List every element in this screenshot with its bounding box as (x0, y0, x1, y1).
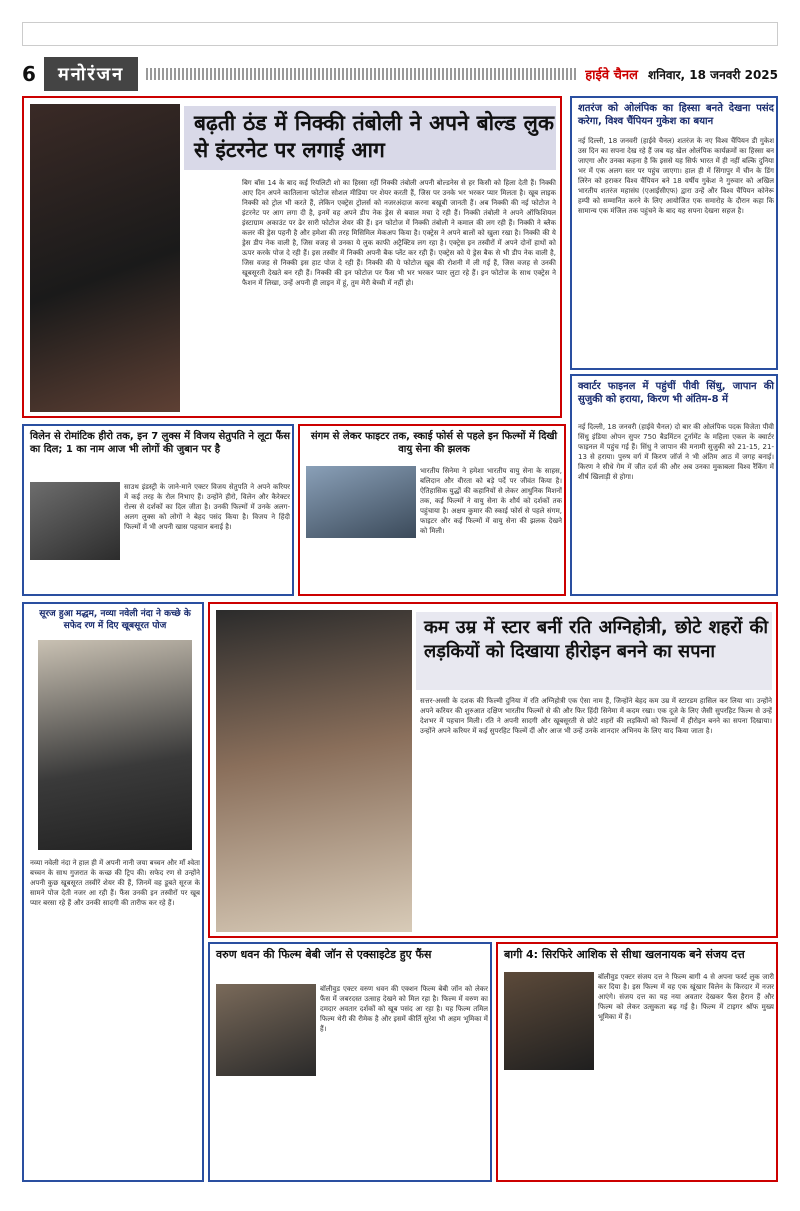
rati-headline: कम उम्र में स्टार बनीं रति अग्निहोत्री, छोटे शहरों की लड़कियों को दिखाया हीरोइन बनने का सपना (424, 617, 768, 662)
sangam-article (298, 424, 566, 596)
sangam-body: भारतीय सिनेमा ने हमेशा भारतीय वायु सेना के साहस, बलिदान और वीरता को बड़े पर्दे पर जीवंत किया है। ऐतिहासिक युद्धों की कहानियों से लेकर आधुनिक मिशनों तक, कई फिल्मों ने वायु सेना के शौर्य को दर्शकों तक पहुंचाया है। अक्षय कुमार की स्काई फोर्स से पहले संगम, फाइटर और कई फिल्मों में वायु सेना की झलक देखने को मिली। (420, 467, 562, 535)
vijay-headline: विलेन से रोमांटिक हीरो तक, इन 7 लुक्स में विजय सेतुपति ने लूटा फैंस का दिल; 1 का नाम आज भी लोगों की जुबान पर है (30, 431, 290, 455)
sidebar-chess-article (570, 96, 778, 370)
baaghi-headline: बागी 4: सिरफिरे आशिक से सीधा खलनायक बने संजय दत्त (504, 948, 745, 961)
issue-date: शनिवार, 18 जनवरी 2025 (647, 67, 778, 82)
suraj-headline: सूरज हुआ मद्धम, नव्या नवेली नंदा ने कच्छे के सफेद रण में दिए खूबसूरत पोज (39, 609, 191, 631)
lead-photo (30, 104, 180, 412)
chess-body: नई दिल्ली, 18 जनवरी (हाईवे चैनल) शतरंज के नए विश्व चैंपियन डी गुकेश उस दिन का सपना देख रहे हैं जब यह खेल ओलंपिक कार्यक्रमों का हिस्सा बन जाएगा और उनका कहना है कि इससे यह सिर्फ भारत में ही नहीं बल्कि दुनिया भर में एक अलग स्तर पर पहुंच जाएगा। हाल ही में सिंगापुर में चीन के डिंग लिरेन को हराकर विश्व चैंपियन बने 18 वर्षीय गुकेश ने गुरुवार को अखिल भारतीय शतरंज महासंघ (एआईसीएफ) द्वारा उन्हें और विश्व चैंपियन कोनेरू हम्पी को सम्मानित करने के लिए आयोजित एक समारोह के दौरान कहा कि सामान्य एक मंजिल तक पहुंचने के बाद यह सपना देखना सहज है। (578, 137, 774, 215)
sangam-headline: संगम से लेकर फाइटर तक, स्काई फोर्स से पहले इन फिल्मों में दिखी वायु सेना की झलक (310, 431, 558, 455)
suraj-photo (38, 640, 192, 850)
baaghi-article (496, 942, 778, 1182)
page-number: 6 (22, 62, 36, 86)
vijay-article (22, 424, 294, 596)
suraj-body: नव्या नवेली नंदा ने हाल ही में अपनी नानी जया बच्चन और माँ श्वेता बच्चन के साथ गुजरात के कच्छ की ट्रिप की। सफेद रण से उन्होंने अपनी कुछ खूबसूरत तस्वीरें शेयर की हैं, जिनमें वह डूबते सूरज के सामने पोज देती नजर आ रही हैं। फैंस उनकी इन तस्वीरों पर खूब प्यार बरसा रहे हैं और उनकी सादगी की तारीफ कर रहे हैं। (30, 859, 200, 907)
sidebar-badminton-article (570, 374, 778, 596)
baaghi-photo (504, 972, 594, 1070)
page-header (22, 56, 778, 92)
lead-article (22, 96, 562, 418)
section-title: मनोरंजन (44, 57, 138, 91)
header-rule (146, 68, 577, 80)
baaghi-body: बॉलीवुड एक्टर संजय दत्त ने फिल्म बागी 4 से अपना फर्स्ट लुक जारी कर दिया है। इस फिल्म में वह एक खूंखार विलेन के किरदार में नजर आएंगे। संजय दत्त का यह नया अवतार देखकर फैंस हैरान हैं और फिल्म को लेकर उत्सुकता बढ़ गई है। फिल्म में टाइगर श्रॉफ मुख्य भूमिका में हैं। (598, 973, 774, 1021)
brand-logo: हाईवे चैनल (585, 68, 638, 83)
sangam-photo (306, 466, 416, 538)
varun-photo (216, 984, 316, 1076)
chess-headline: शतरंज को ओलंपिक का हिस्सा बनते देखना पसंद करेगा, विश्व चैंपियन गुकेश का बयान (578, 103, 774, 127)
top-strip (22, 22, 778, 46)
varun-body: बॉलीवुड एक्टर वरुण धवन की एक्शन फिल्म बेबी जॉन को लेकर फैंस में जबरदस्त उत्साह देखने को मिल रहा है। फिल्म में वरुण का दमदार अवतार दर्शकों को खूब पसंद आ रहा है। यह फिल्म तमिल फिल्म थेरी की रीमेक है और इसमें कीर्ति सुरेश भी अहम भूमिका में हैं। (320, 985, 488, 1033)
badminton-headline: क्वार्टर फाइनल में पहुंचीं पीवी सिंधु, जापान की सुजुकी को हराया, किरण भी अंतिम-8 में (578, 381, 774, 405)
suraj-article (22, 602, 204, 1182)
vijay-body: साउथ इंडस्ट्री के जाने-माने एक्टर विजय सेतुपति ने अपने करियर में कई तरह के रोल निभाए हैं। उन्होंने हीरो, विलेन और कैरेक्टर रोल्स से दर्शकों का दिल जीता है। उनकी फिल्मों में उनके अलग-अलग लुक्स को लोगों ने बेहद पसंद किया है। विजय ने हिंदी फिल्मों में भी अपनी खास पहचान बनाई है। (124, 483, 290, 531)
lead-body: बिग बॉस 14 के बाद कई रियलिटी शो का हिस्सा रहीं निक्की तंबोली अपनी बोल्डनेस से हर किसी को हिला देती हैं। निक्की आए दिन अपने कातिलाना फोटोज सोशल मीडिया पर शेयर करती हैं, जिस पर उनके भर भरकर प्यार मिलता है। खूब लाइक निक्की को ट्रोल भी करते हैं, लेकिन एक्ट्रेस ट्रोलर्स को नजरअंदाज करना बखूबी जानती हैं। अब निक्की की नई फोटोज ने इंटरनेट पर आग लगा दी है, इनमें वह अपने डीप नेक ड्रेस से बवाल मचा दे रही हैं। निक्की तंबोली ने अपने ऑफिशियल इंस्टाग्राम अकाउंट पर ढेर सारी फोटोज शेयर की हैं। इन फोटोज में निक्की तंबोली ने कमाल की लग रही हैं। निक्की ने ब्लैक कलर की ड्रेस पहनी है और हमेशा की तरह मिसिमिल मेकअप किया है। एक्ट्रेस ने अपने बालों को खुला रखा है। निक्की की ये ड्रेस डीप नेक वाली है, जिस वजह से उनका ये लुक काफी अट्रैक्टिव लग रहा है। एक्ट्रेस इन तस्वीरों में अपने दोनों हाथों को ऊपर करके पोज दे रही हैं। इस तस्वीर में निक्की अपनी बैक प्लेंट कर रही हैं। एक्ट्रेस को ये ड्रेस बैक से भी डीप नेक वाली है, जिस वजह से निक्की इस हाट पोज दे रही हैं। निक्की की ये फोटोज खूब की रोशनी में ली गई हैं, जिस वजह से उनकी खूबसूरती देखते बन रही हैं। निक्की की इन फोटोज पर फैंस भी भर भरकर प्यार लुटा रहे हैं। इन फोटोज के साथ एक्ट्रेस ने फैशन में लिखा, उन्हें अपनी ही लाइन में हूं, तुम मेरी बेच्ची में नहीं हो। (242, 179, 556, 287)
varun-article (208, 942, 492, 1182)
rati-body: सत्तर-अस्सी के दशक की फिल्मी दुनिया में रति अग्निहोत्री एक ऐसा नाम हैं, जिन्होंने बेहद कम उम्र में स्टारडम हासिल कर लिया था। उन्होंने अपने करियर की शुरुआत दक्षिण भारतीय फिल्मों से की और फिर हिंदी सिनेमा में कदम रखा। एक दूजे के लिए जैसी सुपरहिट फिल्म से उन्हें देशभर में पहचान मिली। रति ने अपनी सादगी और खूबसूरती से छोटे शहरों की लड़कियों को फिल्मों में हीरोइन बनने का सपना दिखाया। उन्होंने अपने करियर में कई सुपरहिट फिल्में दीं और आज भी उन्हें उनके शानदार अभिनय के लिए याद किया जाता है। (420, 697, 772, 735)
badminton-body: नई दिल्ली, 18 जनवरी (हाईवे चैनल) दो बार की ओलंपिक पदक विजेता पीवी सिंधु इंडिया ओपन सुपर 750 बैडमिंटन टूर्नामेंट के महिला एकल के क्वार्टर फाइनल में पहुंच गई हैं। सिंधु ने जापान की मनामी सुजुकी को 21-15, 21-13 से हराया। पुरुष वर्ग में किरण जॉर्ज ने भी अंतिम आठ में जगह बनाई। किरण ने सीधे गेम में जीत दर्ज की और अब उनका मुकाबला विश्व रैंकिंग में शीर्ष खिलाड़ी से होगा। (578, 423, 774, 481)
rati-photo (216, 610, 412, 932)
rati-article (208, 602, 778, 938)
varun-headline: वरुण धवन की फिल्म बेबी जॉन से एक्साइटेड हुए फैंस (216, 948, 432, 961)
lead-headline: बढ़ती ठंड में निक्की तंबोली ने अपने बोल्ड लुक से इंटरनेट पर लगाई आग (194, 111, 554, 162)
vijay-photo (30, 482, 120, 560)
